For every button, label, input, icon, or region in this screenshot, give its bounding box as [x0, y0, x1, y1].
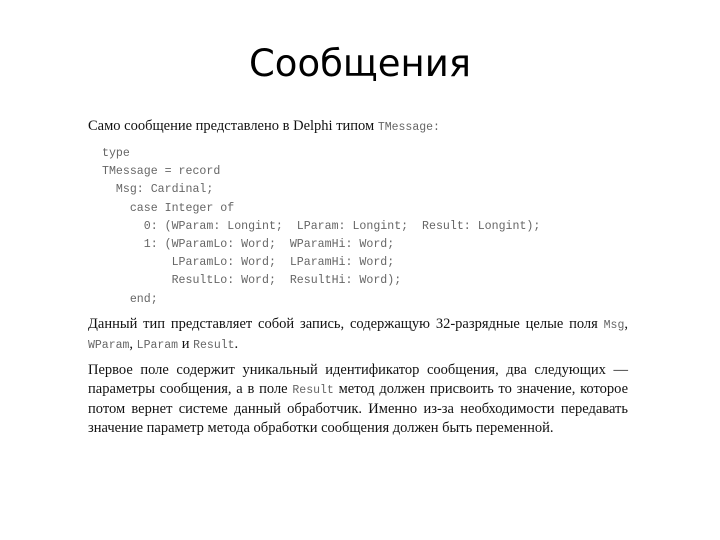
para1-sep: ,: [129, 336, 137, 353]
para1-sep: ,: [624, 315, 628, 332]
para2-text: метод должен присвоить то значение, которое потом вернет системе данный обработчик. Именно из-за необходимости передавать значение параметр метода обработки сообщения должен быть переменной.: [88, 380, 629, 436]
para1-sep: и: [178, 336, 194, 353]
para1-end: .: [234, 336, 239, 353]
code-line: TMessage = record: [102, 165, 221, 179]
para1-text: Данный тип представляет собой запись, содержащую 32-разрядные целые поля: [88, 315, 604, 332]
code-line: 1: (WParamLo: Word; WParamHi: Word;: [102, 237, 395, 251]
code-line: end;: [102, 292, 158, 306]
field-wparam: WParam: [88, 339, 130, 353]
paragraph-fields: [88, 315, 628, 356]
code-line: type: [102, 147, 130, 160]
paragraph-description: [88, 361, 628, 438]
code-line: 0: (WParam: Longint; LParam: Longint; Result: Longint);: [102, 219, 541, 233]
intro-paragraph: [88, 117, 628, 137]
code-line: ResultLo: Word; ResultHi: Word);: [102, 274, 402, 288]
code-line: LParamLo: Word; LParamHi: Word;: [102, 256, 395, 270]
slide-body: [88, 117, 628, 438]
field-msg: Msg: [603, 318, 625, 332]
code-line: case Integer of: [102, 201, 235, 215]
code-line: Msg: Cardinal;: [102, 183, 214, 197]
type-name: TMessage:: [377, 121, 440, 134]
field-result: Result: [193, 339, 235, 353]
para2-text: Первое поле содержит уникальный идентификатор сообщения, два следующих — параметры сообщения, а в поле: [88, 361, 628, 397]
slide-title: Сообщения: [248, 42, 472, 85]
intro-text: Само сообщение представлено в Delphi типом: [88, 118, 378, 134]
field-result: Result: [292, 383, 334, 397]
code-block: [102, 145, 628, 309]
field-lparam: LParam: [136, 339, 179, 353]
